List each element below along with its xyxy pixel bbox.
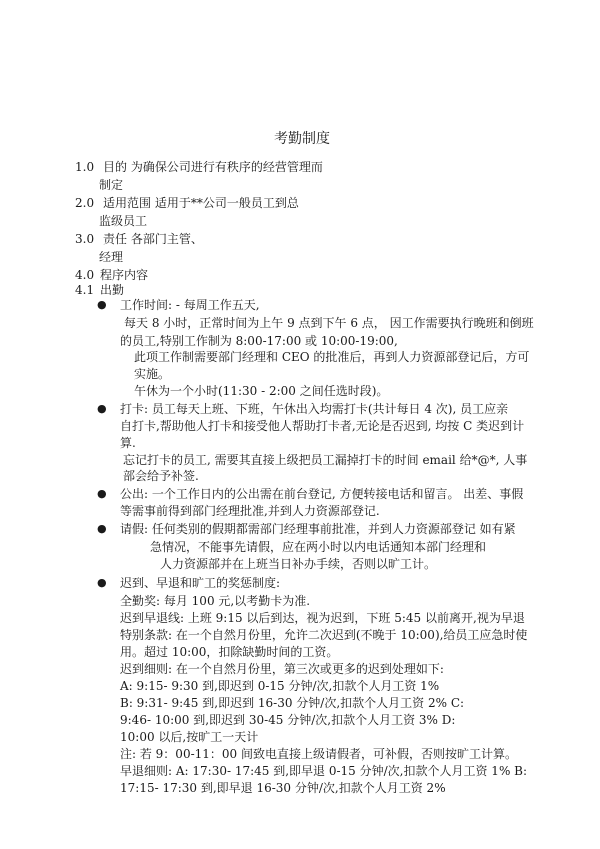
section-number: 1.0 <box>75 160 95 174</box>
section-number: 4.0 <box>75 268 95 282</box>
section-text: 程序内容 <box>100 268 149 282</box>
paragraph-line: 午休为一个小时(11:30 - 2:00 之间任选时段)。 <box>134 384 389 398</box>
paragraph-line: 早退细则: A: 17:30- 17:45 到,即早退 0-15 分钟/次,扣款个人月工资 1% B: <box>120 764 528 778</box>
paragraph-line: 的员工,特别工作制为 8:00-17:00 或 10:00-19:00, <box>120 334 398 348</box>
section-text: 责任 各部门主管、 <box>103 232 203 246</box>
bullet-icon: ● <box>97 487 107 500</box>
paragraph-line: 17:15- 17:30 到,即早退 16-30 分钟/次,扣款个人月工资 2% <box>120 781 446 795</box>
paragraph-line: 迟到、早退和旷工的奖惩制度: <box>120 576 281 590</box>
paragraph-line: 用。超过 10:00，扣除缺勤时间的工资。 <box>120 645 339 659</box>
bullet-icon: ● <box>97 402 107 415</box>
section-text: 适用范围 适用于**公司一般员工到总 <box>103 196 299 210</box>
paragraph-line: 迟到细则: 在一个自然月份里，第三次或更多的迟到处理如下: <box>120 662 444 676</box>
paragraph-line: 迟到早退线: 上班 9:15 以后到达，视为迟到，下班 5:45 以前离开,视为早退 <box>120 611 525 625</box>
paragraph-line: 公出: 一个工作日内的公出需在前台登记, 方便转接电话和留言。 出差、事假 <box>120 487 524 501</box>
paragraph-line: 全勤奖: 每月 100 元,以考勤卡为准. <box>120 594 311 608</box>
bullet-icon: ● <box>97 576 107 589</box>
paragraph-line: 请假: 任何类别的假期都需部门经理事前批准，并到人力资源部登记 如有紧 <box>120 522 516 536</box>
bullet-icon: ● <box>97 522 107 535</box>
paragraph-line: 部会给予补签. <box>123 469 199 483</box>
paragraph-line: 急情况，不能事先请假，应在两小时以内电话通知本部门经理和 <box>150 540 487 554</box>
paragraph-line: 人力资源部并在上班当日补办手续，否则以旷工计。 <box>160 557 437 571</box>
section-text: 经理 <box>99 250 124 264</box>
paragraph-line: 自打卡,帮助他人打卡和接受他人帮助打卡者,无论是否迟到, 均按 C 类迟到计 <box>120 419 525 433</box>
paragraph-line: 工作时间: - 每周工作五天, <box>120 298 260 312</box>
paragraph-line: 等需事前得到部门经理批准,并到人力资源部登记. <box>120 504 380 518</box>
paragraph-line: 算. <box>120 436 136 450</box>
paragraph-line: 每天 8 小时，正常时间为上午 9 点到下午 6 点， 因工作需要执行晚班和倒班 <box>124 316 534 330</box>
section-text: 监级员工 <box>99 214 148 228</box>
section-number: 2.0 <box>75 196 95 210</box>
paragraph-line: 实施。 <box>134 367 171 381</box>
bullet-icon: ● <box>97 298 107 311</box>
paragraph-line: 9:46- 10:00 到,即迟到 30-45 分钟/次,扣款个人月工资 3% D: <box>120 713 456 727</box>
paragraph-line: 此项工作制需要部门经理和 CEO 的批准后，再到人力资源部登记后，方可 <box>134 350 530 364</box>
section-number: 3.0 <box>75 232 95 246</box>
page-title: 考勤制度 <box>274 131 330 147</box>
section-text: 目的 为确保公司进行有秩序的经营管理而 <box>103 160 323 174</box>
section-text: 出勤 <box>100 283 125 297</box>
paragraph-line: B: 9:31- 9:45 到,即迟到 16-30 分钟/次,扣款个人月工资 2% C: <box>120 696 465 710</box>
paragraph-line: 注: 若 9：00-11：00 间致电直接上级请假者，可补假，否则按旷工计算。 <box>120 747 517 761</box>
paragraph-line: 打卡: 员工每天上班、下班，午休出入均需打卡(共计每日 4 次), 员工应亲 <box>120 402 509 416</box>
paragraph-line: 特别条款: 在一个自然月份里，允许二次迟到(不晚于 10:00),给员工应急时使 <box>120 628 528 642</box>
paragraph-line: A: 9:15- 9:30 到,即迟到 0-15 分钟/次,扣款个人月工资 1% <box>120 679 440 693</box>
paragraph-line: 10:00 以后,按旷工一天计 <box>120 730 259 744</box>
section-text: 制定 <box>99 178 124 192</box>
section-number: 4.1 <box>75 283 95 297</box>
paragraph-line: 忘记打卡的员工, 需要其直接上级把员工漏掉打卡的时间 email 给*@*, 人事 <box>123 453 528 467</box>
